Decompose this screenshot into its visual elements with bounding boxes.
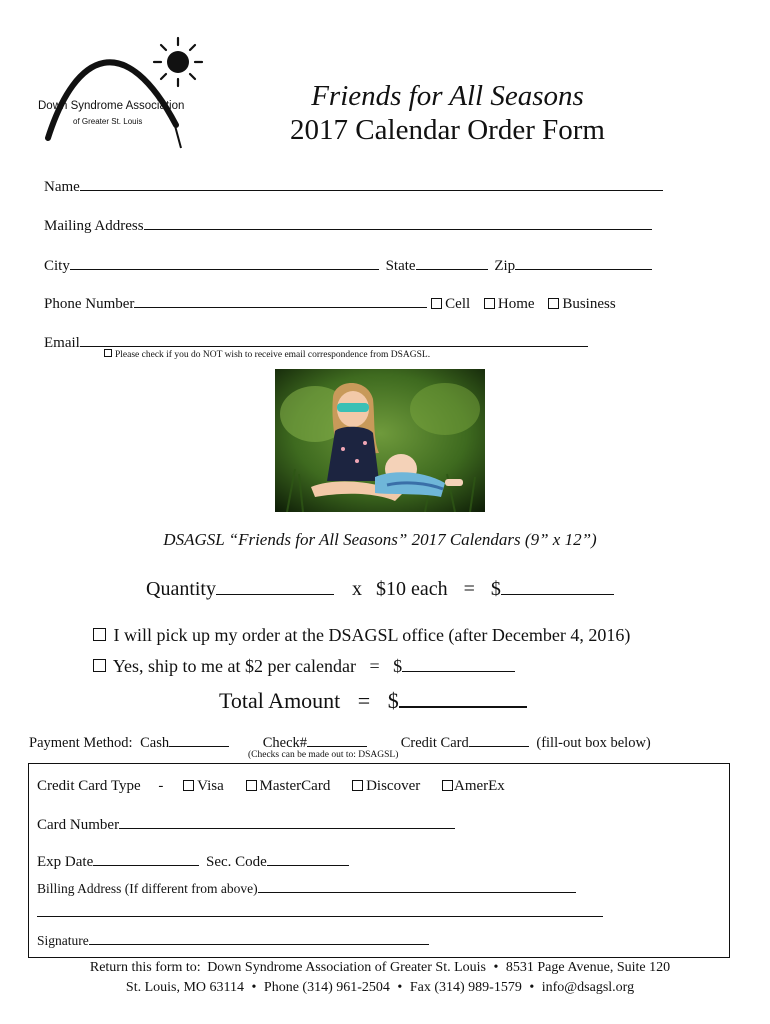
discover-checkbox[interactable]: [352, 780, 363, 791]
exp-row: [37, 851, 349, 871]
city-label: City: [44, 258, 70, 274]
subtotal-field[interactable]: [501, 576, 614, 595]
total-dollar: $: [387, 688, 399, 713]
ship-row: [93, 654, 515, 677]
billing-field[interactable]: [258, 878, 576, 893]
signature-label: Signature: [37, 933, 89, 948]
logo-line1: Down Syndrome Association: [38, 100, 185, 112]
card-number-field[interactable]: [119, 814, 455, 829]
signature-row: [37, 930, 429, 949]
business-checkbox[interactable]: [548, 298, 559, 309]
cell-checkbox[interactable]: [431, 298, 442, 309]
form-subtitle: 2017 Calendar Order Form: [290, 114, 605, 146]
email-optout-checkbox[interactable]: [104, 349, 112, 357]
cash-field[interactable]: [169, 732, 229, 747]
email-optout-label: Please check if you do NOT wish to receive email correspondence from DSAGSL.: [115, 350, 431, 360]
footer-line2: [0, 980, 760, 996]
amex-checkbox[interactable]: [442, 780, 453, 791]
photo-graphic: [275, 369, 485, 512]
zip-label: Zip: [494, 258, 516, 274]
card-type-label: Credit Card Type: [37, 778, 141, 794]
check-label: Check#: [262, 735, 308, 751]
total-equals: =: [357, 688, 371, 713]
visa-checkbox[interactable]: [183, 780, 194, 791]
footer-phone: Phone (314) 961-2504: [263, 980, 390, 995]
ship-dollar: $: [393, 656, 403, 676]
footer-fax: Fax (314) 989-1579: [409, 980, 522, 995]
credit-field[interactable]: [469, 732, 529, 747]
city-field[interactable]: [70, 255, 379, 270]
zip-field[interactable]: [515, 255, 652, 270]
card-number-row: [37, 814, 455, 834]
billing-field-line2[interactable]: [37, 916, 603, 917]
checks-note: (Checks can be made out to: DSAGSL): [248, 750, 399, 760]
quantity-field[interactable]: [216, 576, 334, 595]
card-number-label: Card Number: [37, 817, 120, 833]
dollar-sign: $: [490, 578, 501, 600]
home-checkbox[interactable]: [484, 298, 495, 309]
mastercard-checkbox[interactable]: [246, 780, 257, 791]
mastercard-label: MasterCard: [259, 778, 331, 794]
name-label: Name: [44, 179, 80, 195]
credit-label: Credit Card: [400, 735, 469, 751]
footer-email: info@dsagsl.org: [541, 980, 635, 995]
footer-bullet: •: [251, 980, 257, 995]
billing-row: [37, 878, 576, 897]
city-row: [44, 255, 652, 275]
footer-line1: [0, 960, 760, 976]
home-label: Home: [497, 296, 535, 312]
footer-street: 8531 Page Avenue, Suite 120: [505, 960, 671, 975]
footer-bullet: •: [493, 960, 499, 975]
pickup-row: [93, 625, 630, 646]
quantity-row: [146, 576, 614, 601]
email-field[interactable]: [80, 332, 588, 347]
ship-label: Yes, ship to me at $2 per calendar: [112, 656, 356, 676]
state-label: State: [385, 258, 416, 274]
sec-code-field[interactable]: [267, 851, 349, 866]
address-row: [44, 215, 652, 235]
cash-label: Cash: [140, 735, 170, 751]
discover-label: Discover: [366, 778, 421, 794]
credit-note: (fill-out box below): [536, 735, 651, 751]
price-label: $10 each: [376, 578, 448, 600]
credit-card-panel: [28, 763, 730, 958]
billing-label: Billing Address (If different from above): [37, 881, 258, 896]
logo-line2: of Greater St. Louis: [73, 117, 143, 126]
address-field[interactable]: [144, 215, 652, 230]
total-field[interactable]: [399, 686, 527, 708]
business-label: Business: [562, 296, 616, 312]
footer-city: St. Louis, MO 63114: [125, 980, 245, 995]
footer-return-prefix: Return this form to:: [89, 960, 201, 975]
email-label: Email: [44, 335, 80, 351]
phone-field[interactable]: [134, 293, 427, 308]
amex-label: AmerEx: [453, 778, 505, 794]
state-field[interactable]: [416, 255, 488, 270]
calendar-product-title: DSAGSL “Friends for All Seasons” 2017 Calendars (9” x 12”): [163, 530, 597, 549]
ship-equals: =: [369, 656, 380, 676]
sec-code-label: Sec. Code: [205, 854, 267, 870]
card-type-dash: -: [158, 778, 164, 794]
pickup-label: I will pick up my order at the DSAGSL office (after December 4, 2016): [113, 625, 631, 645]
email-optout-row: [104, 349, 430, 360]
children-photo: [275, 369, 485, 512]
address-label: Mailing Address: [44, 218, 144, 234]
exp-label: Exp Date: [37, 854, 94, 870]
pickup-checkbox[interactable]: [93, 628, 106, 641]
signature-field[interactable]: [89, 930, 429, 945]
visa-label: Visa: [197, 778, 224, 794]
footer-bullet: •: [529, 980, 535, 995]
check-field[interactable]: [307, 732, 367, 747]
footer-org: Down Syndrome Association of Greater St. Louis: [207, 960, 486, 975]
name-field[interactable]: [80, 176, 663, 191]
card-type-row: [37, 778, 505, 795]
cell-label: Cell: [445, 296, 471, 312]
total-label: Total Amount: [219, 688, 341, 713]
payment-label: Payment Method:: [29, 735, 133, 751]
exp-field[interactable]: [93, 851, 199, 866]
quantity-label: Quantity: [146, 578, 216, 600]
footer-bullet: •: [397, 980, 403, 995]
total-row: [219, 686, 527, 714]
equals-sign: =: [463, 578, 475, 600]
payment-method-row: [29, 732, 651, 752]
times-sign: x: [352, 578, 362, 600]
name-row: [44, 176, 663, 196]
phone-label: Phone Number: [44, 296, 135, 312]
form-title: Friends for All Seasons: [311, 80, 584, 112]
sun-icon: [167, 51, 189, 73]
phone-row: [44, 293, 616, 313]
ship-checkbox[interactable]: [93, 659, 106, 672]
shipping-field[interactable]: [402, 654, 515, 672]
